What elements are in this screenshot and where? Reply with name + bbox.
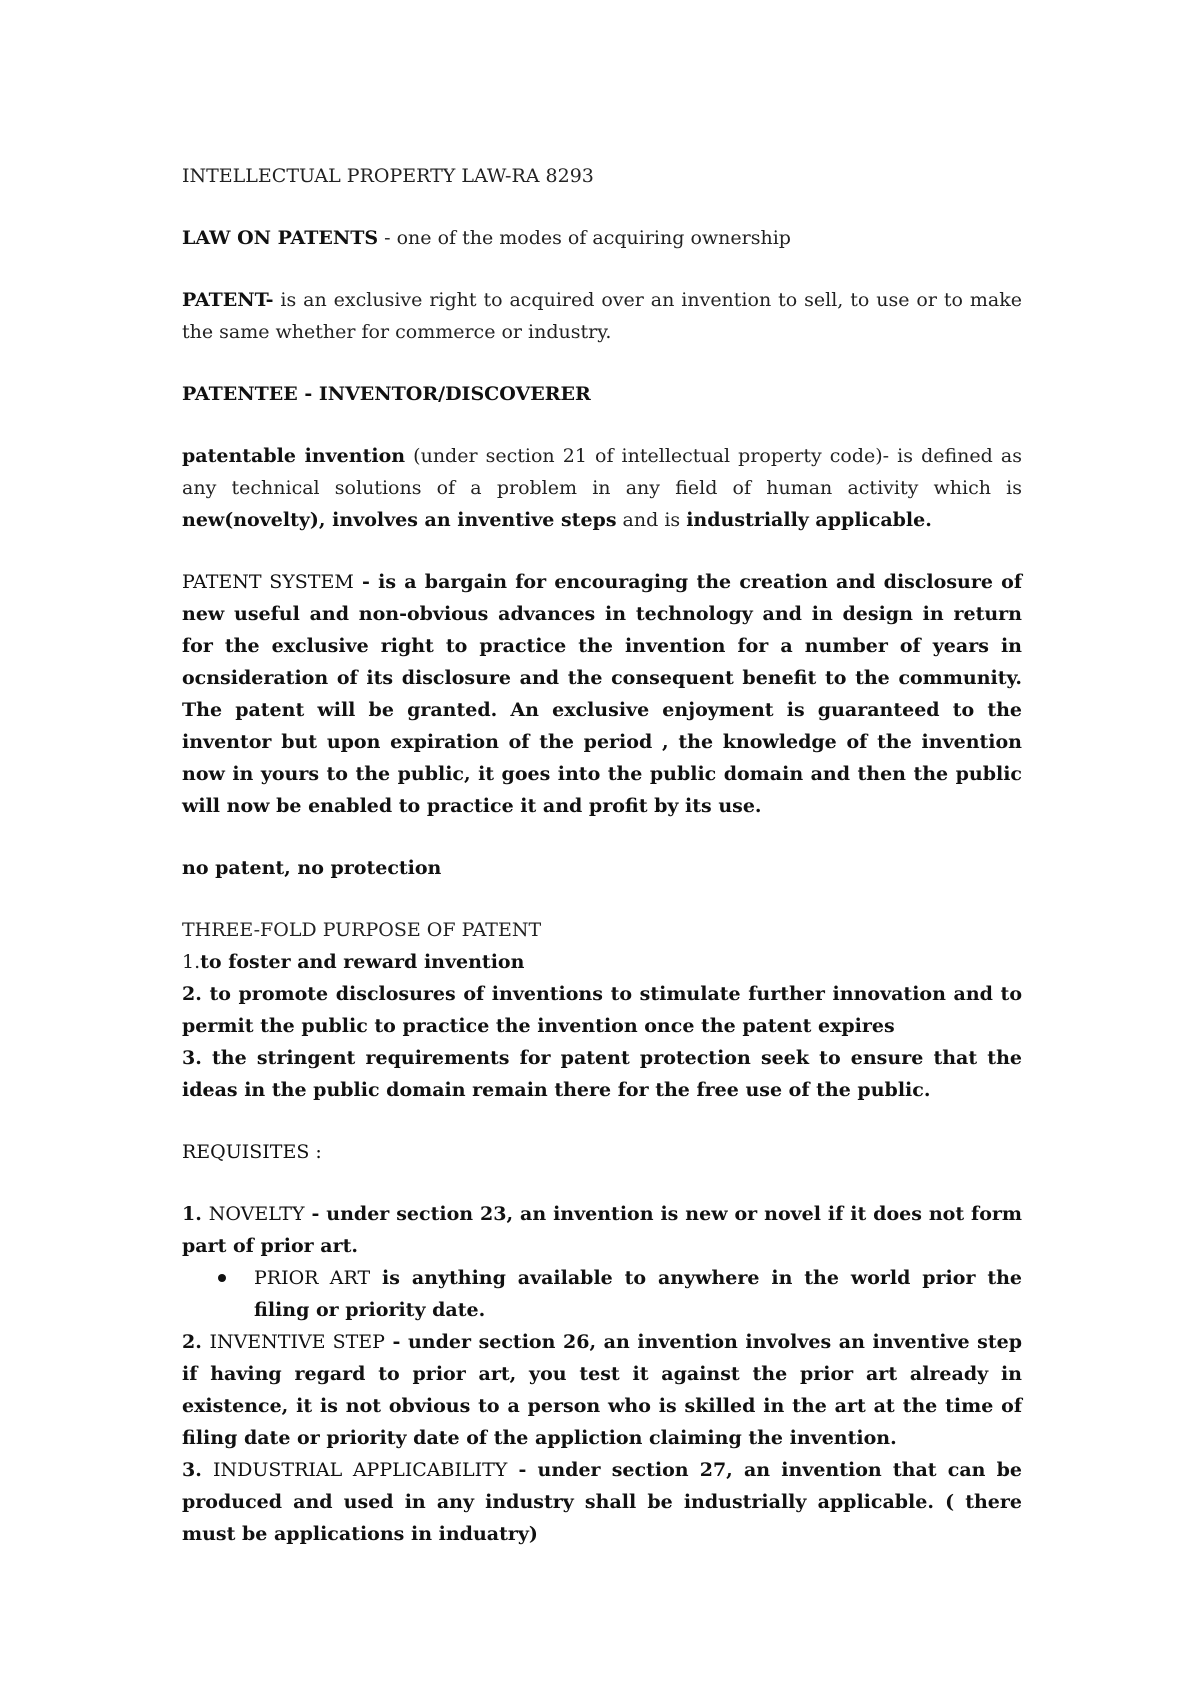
patentable-invention-bold-1: new(novelty), involves an inventive steps — [182, 509, 617, 531]
requisite-industrial-applicability — [182, 1454, 1022, 1550]
patentee-heading: PATENTEE - INVENTOR/DISCOVERER — [182, 383, 591, 405]
patent-paragraph — [182, 284, 1022, 348]
document-page — [182, 160, 1022, 1550]
prior-art-text: is anything available to anywhere in the world prior the filing or priority date. — [254, 1267, 1023, 1321]
requisites-list — [182, 1198, 1022, 1550]
patent-system-paragraph — [182, 566, 1022, 822]
requisites-heading: REQUISITES : — [182, 1141, 322, 1163]
requisite-industrial-text: - under section 27, an invention that can be produced and used in any industry shall be industrially applicable. ( there must be applications in induatry) — [182, 1459, 1022, 1545]
patentable-invention-term: patentable invention — [182, 445, 406, 467]
patent-system-term: PATENT SYSTEM — [182, 571, 354, 593]
requisite-industrial-term: INDUSTRIAL APPLICABILITY — [213, 1459, 508, 1481]
patentable-invention-bold-2: industrially applicable. — [686, 509, 932, 531]
requisite-inventive-term: INVENTIVE STEP — [209, 1331, 385, 1353]
threefold-section — [182, 914, 1022, 1106]
requisite-inventive-text: - under section 26, an invention involves an inventive step if having regard to prior art, you test it against the prior art already in existence, it is not obvious to a person who is skilled in the art at the time of filing date or priority date of the appliction claiming the invention. — [182, 1331, 1023, 1449]
requisite-novelty — [182, 1198, 1022, 1262]
document-title: INTELLECTUAL PROPERTY LAW-RA 8293 — [182, 165, 594, 187]
patentable-invention-text-2: and is — [616, 509, 687, 531]
law-on-patents-paragraph — [182, 222, 1022, 254]
requisite-novelty-text: - under section 23, an invention is new or novel if it does not form part of prior art. — [182, 1203, 1022, 1257]
patent-system-text: - is a bargain for encouraging the creation and disclosure of new useful and non-obvious advances in technology and in design in return for the exclusive right to practice the invention for a number of years in ocnsideration of its disclosure and the consequent benefit to the community. The patent will be granted. An exclusive enjoyment is guaranteed to the inventor but upon expiration of the period , the knowledge of the invention now in yours to the public, it goes into the public domain and then the public will now be enabled to practice it and profit by its use. — [182, 571, 1022, 817]
threefold-item-2: 2. to promote disclosures of inventions to stimulate further innovation and to permit the public to practice the invention once the patent expires — [182, 983, 1022, 1037]
patent-definition: is an exclusive right to acquired over an invention to sell, to use or to make the same whether for commerce or industry. — [182, 289, 1022, 343]
threefold-item-1 — [182, 946, 1022, 978]
law-on-patents-definition: - one of the modes of acquiring ownership — [378, 227, 791, 249]
requisite-novelty-term: NOVELTY — [208, 1203, 305, 1225]
prior-art-bullet-item — [182, 1262, 1022, 1326]
requisite-novelty-number: 1. — [182, 1203, 209, 1225]
prior-art-term: PRIOR ART — [254, 1267, 371, 1289]
threefold-heading: THREE-FOLD PURPOSE OF PATENT — [182, 919, 542, 941]
threefold-item-1-number: 1. — [182, 951, 201, 973]
bullet-icon — [218, 1274, 226, 1282]
requisite-inventive-number: 2. — [182, 1331, 210, 1353]
threefold-item-1-text: to foster and reward invention — [200, 951, 525, 973]
requisite-industrial-number: 3. — [182, 1459, 214, 1481]
no-patent-line: no patent, no protection — [182, 857, 442, 879]
law-on-patents-term: LAW ON PATENTS — [182, 227, 379, 249]
threefold-item-3: 3. the stringent requirements for patent protection seek to ensure that the ideas in the public domain remain there for the free use of the public. — [182, 1047, 1022, 1101]
patentable-invention-paragraph — [182, 440, 1022, 536]
patentable-invention-text-1: (under section 21 of intellectual property code)- is defined as any technical solutions of a problem in any field of human activity which is — [182, 445, 1022, 499]
requisite-inventive-step — [182, 1326, 1022, 1454]
patent-term: PATENT- — [182, 289, 274, 311]
